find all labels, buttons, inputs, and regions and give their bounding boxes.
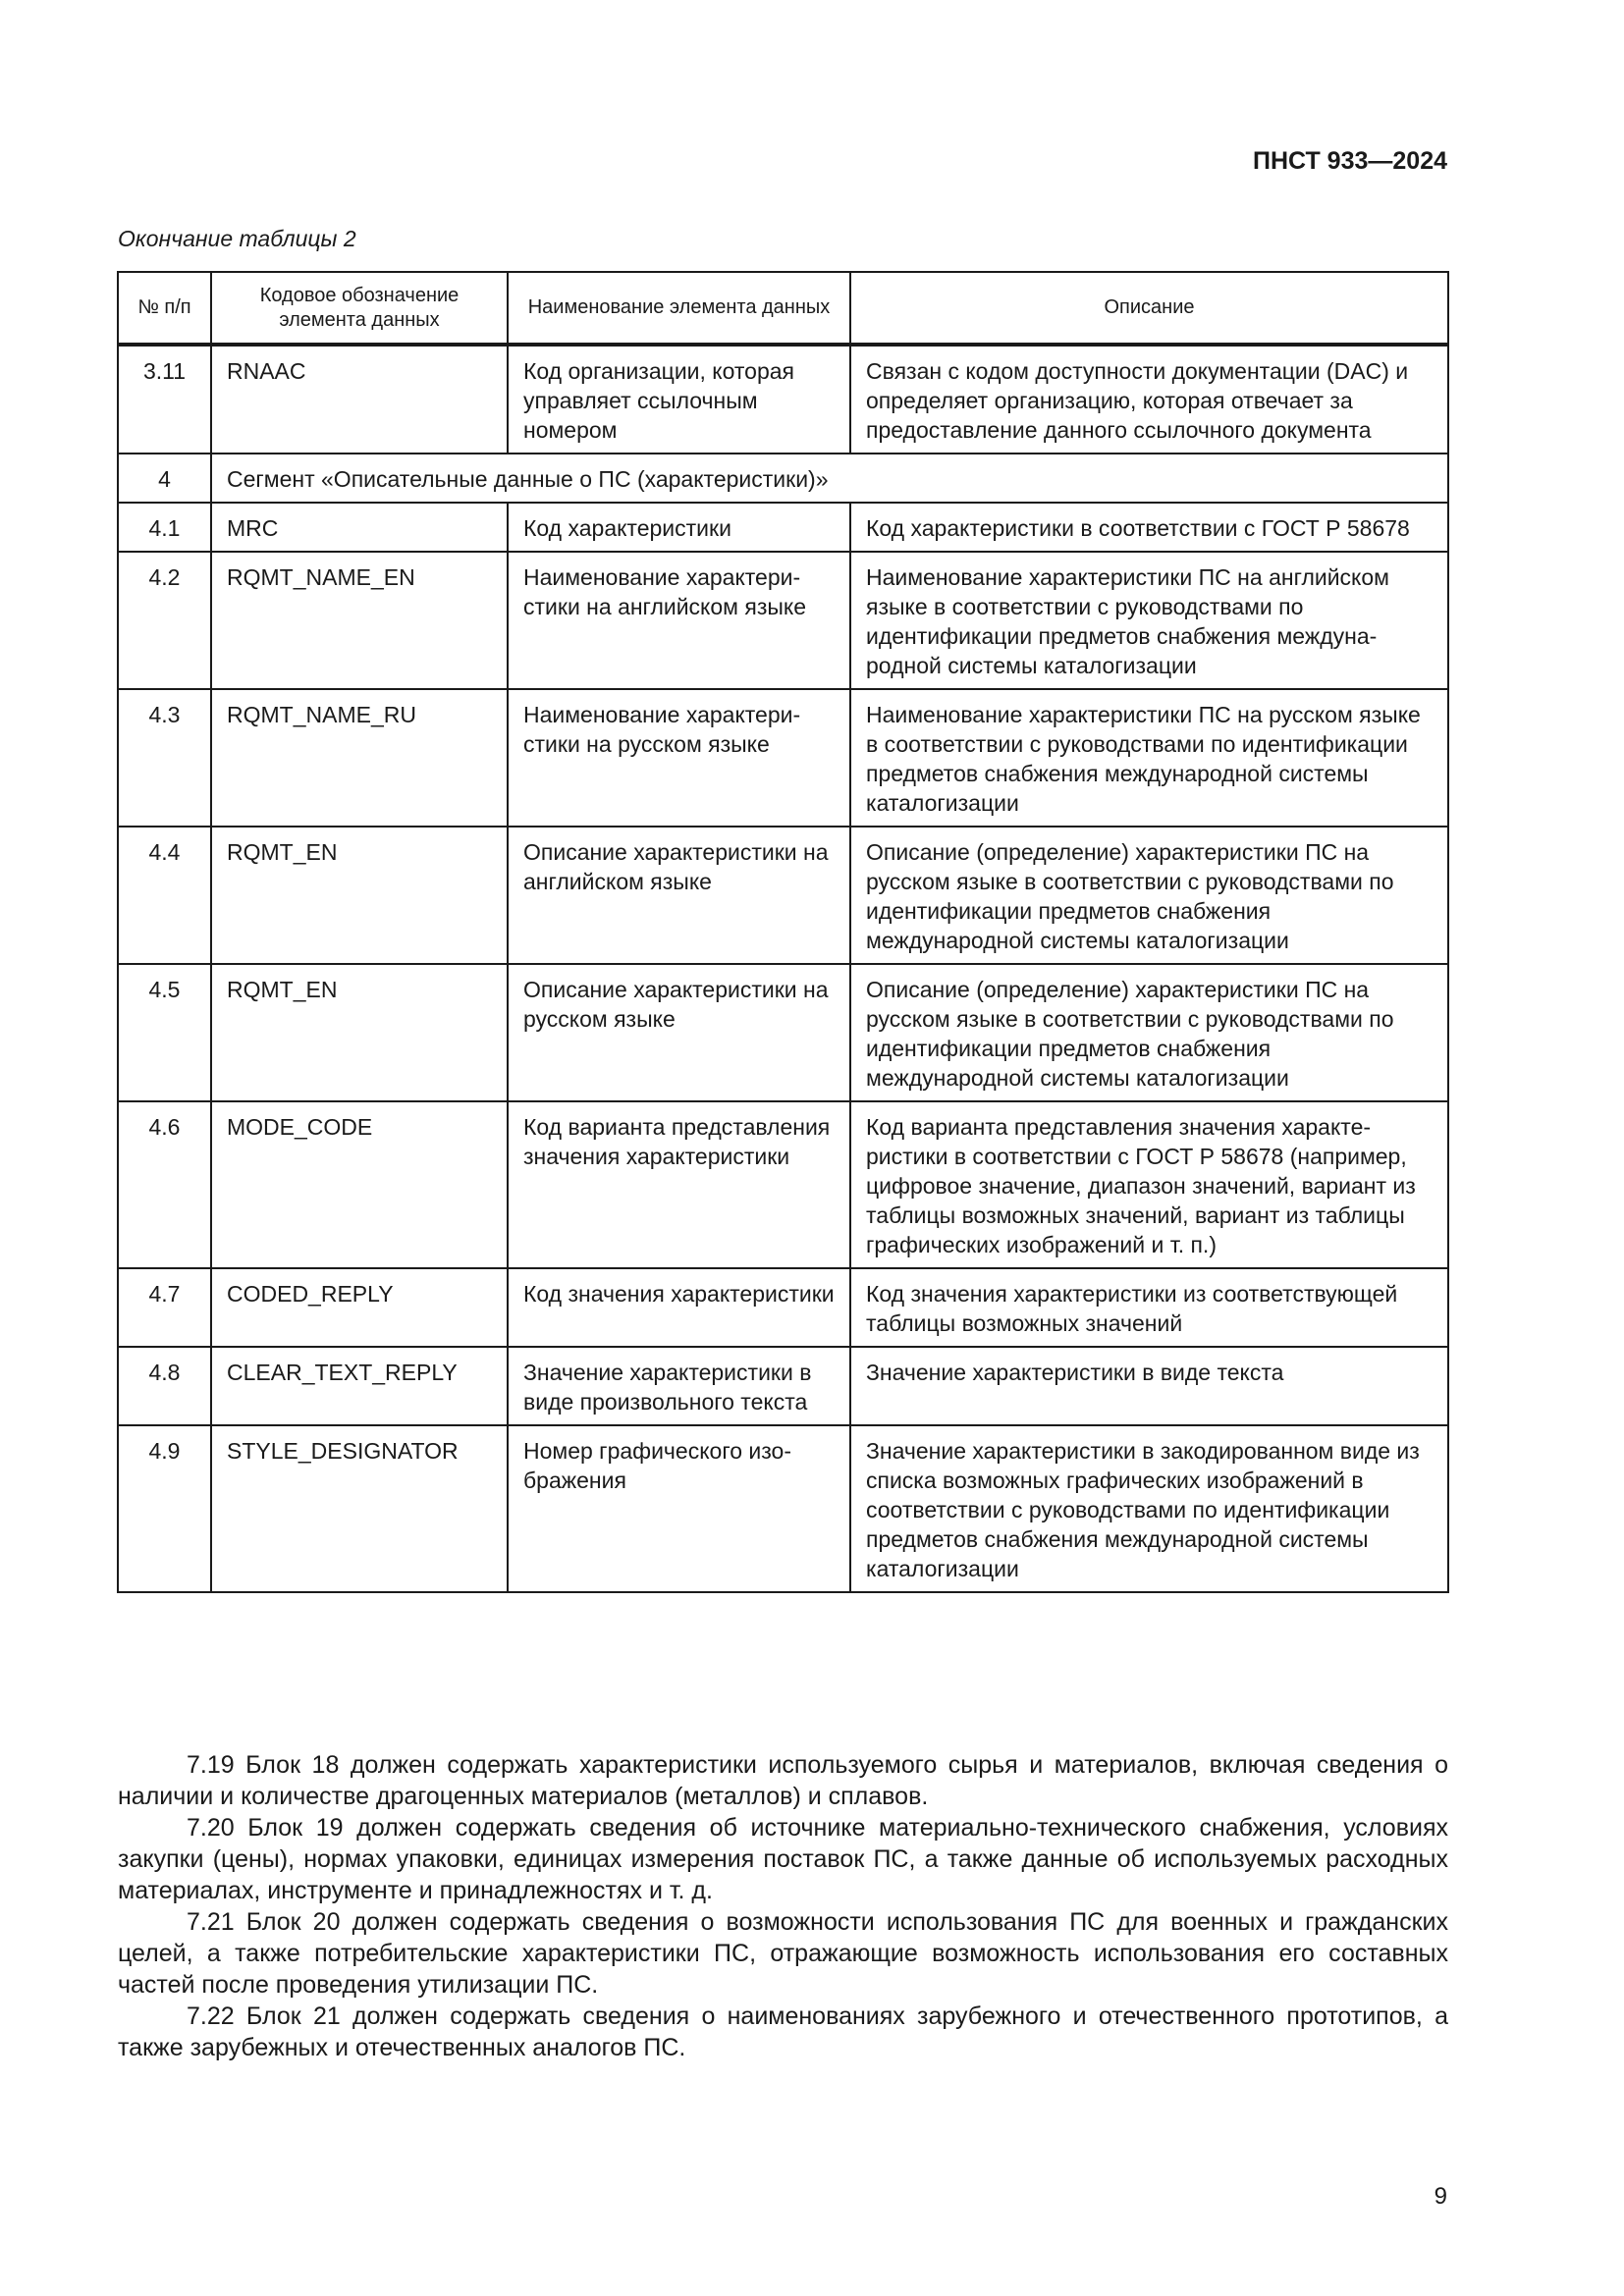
row-number: 4.3 xyxy=(118,689,211,827)
paragraph-7-21: 7.21 Блок 20 должен содержать сведения о возможности использования ПС для военных и гражданских целей, а также потребительские характеристики ПС, отражающие возможность использования его составных частей после проведения утилизации ПС. xyxy=(118,1908,1448,1999)
table-row xyxy=(118,345,1448,454)
data-elements-table xyxy=(117,271,1449,1593)
row-name: Описание характеристики на английском языке xyxy=(508,827,850,964)
column-header-num: № п/п xyxy=(118,272,211,345)
table-row xyxy=(118,552,1448,689)
row-code: CODED_REPLY xyxy=(211,1268,508,1347)
page-number: 9 xyxy=(1434,2183,1447,2210)
column-header-description: Описание xyxy=(850,272,1448,345)
table-row xyxy=(118,503,1448,552)
row-name: Код значения характеристики xyxy=(508,1268,850,1347)
row-number: 4.9 xyxy=(118,1425,211,1592)
row-number: 4.4 xyxy=(118,827,211,964)
row-number: 4 xyxy=(118,454,211,503)
row-name: Код варианта представления значения характеристики xyxy=(508,1101,850,1268)
row-code: RQMT_NAME_RU xyxy=(211,689,508,827)
row-number: 3.11 xyxy=(118,345,211,454)
row-description: Наименование характеристики ПС на английском языке в соответствии с руководствами по идентификации предметов снабжения международной системы каталогизации xyxy=(850,552,1448,689)
row-description: Код варианта представления значения характеристики в соответствии с ГОСТ Р 58678 (например, цифровое значение, диапазон значений, вариант из таблицы возможных значений, вариант из таблицы графических изображений и т. п.) xyxy=(850,1101,1448,1268)
row-code: MRC xyxy=(211,503,508,552)
row-description: Связан с кодом доступности документации (DAC) и определяет организацию, которая отвечает за предоставление данного ссылочного документа xyxy=(850,345,1448,454)
table-row xyxy=(118,1268,1448,1347)
row-name: Код характеристики xyxy=(508,503,850,552)
row-number: 4.7 xyxy=(118,1268,211,1347)
paragraph-7-20: 7.20 Блок 19 должен содержать сведения об источнике материально-технического снабжения, условиях закупки (цены), нормах упаковки, единицах измерения поставок ПС, а также данные об используемых расходных материалах, инструменте и принадлежностях и т. д. xyxy=(118,1814,1448,1904)
row-description: Описание (определение) характеристики ПС на русском языке в соответствии с руководствами по идентификации предметов снабжения международной системы каталогизации xyxy=(850,964,1448,1101)
row-description: Описание (определение) характеристики ПС на русском языке в соответствии с руководствами по идентификации предметов снабжения международной системы каталогизации xyxy=(850,827,1448,964)
row-name: Описание характеристики на русском языке xyxy=(508,964,850,1101)
row-description: Значение характеристики в виде текста xyxy=(850,1347,1448,1425)
table-row xyxy=(118,964,1448,1101)
row-description: Код значения характеристики из соответствующей таблицы возможных значений xyxy=(850,1268,1448,1347)
row-code: RNAAC xyxy=(211,345,508,454)
table-row xyxy=(118,1347,1448,1425)
table-row xyxy=(118,1101,1448,1268)
paragraph-7-19: 7.19 Блок 18 должен содержать характеристики используемого сырья и материалов, включая сведения о наличии и количестве драгоценных материалов (металлов) и сплавов. xyxy=(118,1751,1448,1810)
row-code: RQMT_EN xyxy=(211,827,508,964)
row-description: Наименование характеристики ПС на русском языке в соответствии с руководствами по идентификации предметов снабжения международной системы каталогизации xyxy=(850,689,1448,827)
row-number: 4.1 xyxy=(118,503,211,552)
table-row xyxy=(118,1425,1448,1592)
table-row xyxy=(118,827,1448,964)
row-description: Значение характеристики в закодированном виде из списка возможных графических изображений в соответствии с руководствами по идентификации предметов снабжения международной системы каталогизации xyxy=(850,1425,1448,1592)
table-row xyxy=(118,689,1448,827)
row-name: Код организации, которая управляет ссылочным номером xyxy=(508,345,850,454)
row-number: 4.8 xyxy=(118,1347,211,1425)
row-name: Номер графического изображения xyxy=(508,1425,850,1592)
row-description: Код характеристики в соответствии с ГОСТ Р 58678 xyxy=(850,503,1448,552)
segment-title: Сегмент «Описательные данные о ПС (характеристики)» xyxy=(211,454,1448,503)
paragraph-7-22: 7.22 Блок 21 должен содержать сведения о наименованиях зарубежного и отечественного прототипов, а также зарубежных и отечественных аналогов ПС. xyxy=(118,2002,1448,2061)
table-segment-row xyxy=(118,454,1448,503)
column-header-name: Наименование элемента данных xyxy=(508,272,850,345)
row-code: CLEAR_TEXT_REPLY xyxy=(211,1347,508,1425)
row-name: Значение характеристики в виде произвольного текста xyxy=(508,1347,850,1425)
row-name: Наименование характеристики на русском языке xyxy=(508,689,850,827)
column-header-code: Кодовое обозначение элемента данных xyxy=(211,272,508,345)
row-code: RQMT_NAME_EN xyxy=(211,552,508,689)
body-text xyxy=(118,1749,1448,2063)
row-number: 4.6 xyxy=(118,1101,211,1268)
table-header-row xyxy=(118,272,1448,345)
row-code: RQMT_EN xyxy=(211,964,508,1101)
row-number: 4.5 xyxy=(118,964,211,1101)
row-code: STYLE_DESIGNATOR xyxy=(211,1425,508,1592)
row-name: Наименование характеристики на английском языке xyxy=(508,552,850,689)
row-code: MODE_CODE xyxy=(211,1101,508,1268)
row-number: 4.2 xyxy=(118,552,211,689)
table-caption: Окончание таблицы 2 xyxy=(118,226,356,251)
document-code: ПНСТ 933—2024 xyxy=(1253,147,1447,175)
